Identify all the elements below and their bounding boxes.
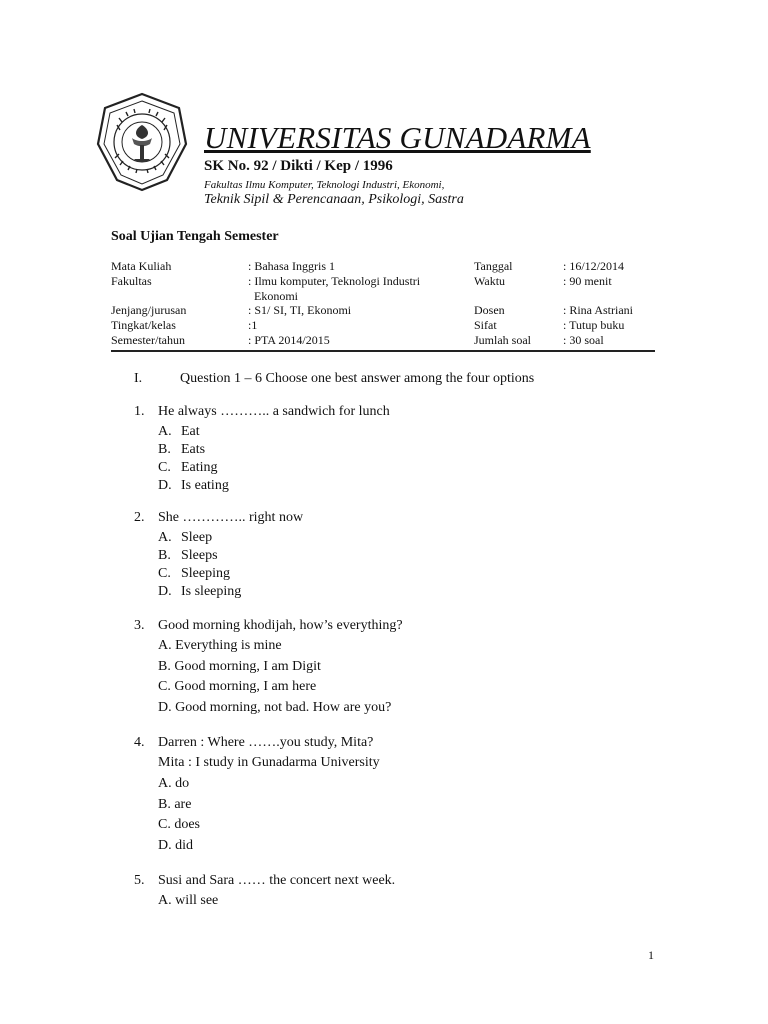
info-row	[111, 259, 655, 274]
answer-option	[134, 584, 303, 602]
question-4	[134, 735, 380, 858]
question-stem: She ………….. right now	[158, 510, 304, 525]
answer-option: A. Everything is mine	[158, 638, 282, 653]
info-row	[111, 333, 655, 348]
info-row	[111, 303, 655, 318]
option-letter: C.	[158, 460, 171, 475]
answer-option	[134, 442, 390, 460]
question-stem: He always ……….. a sandwich for lunch	[158, 404, 390, 419]
info-label: Jumlah soal	[474, 333, 531, 347]
info-value: : Rina Astriani	[563, 303, 633, 317]
question-number: 2.	[134, 510, 145, 525]
question-5	[134, 873, 395, 914]
info-label: Sifat	[474, 318, 497, 332]
option-letter: D.	[158, 584, 172, 599]
question-2	[134, 510, 303, 602]
info-value-line: Ekonomi	[254, 289, 298, 303]
option-text: Sleep	[181, 530, 213, 545]
info-label: Fakultas	[111, 274, 152, 288]
option-letter: C.	[158, 566, 171, 581]
option-text: Eats	[181, 442, 206, 457]
section-heading	[134, 371, 534, 387]
university-name: UNIVERSITAS GUNADARMA	[204, 120, 591, 155]
university-logo	[95, 92, 189, 192]
info-value: : PTA 2014/2015	[248, 333, 330, 347]
option-letter: B.	[158, 548, 171, 563]
faculties-line-2: Teknik Sipil & Perencanaan, Psikologi, Sastra	[204, 192, 464, 207]
option-text: Sleeping	[181, 566, 230, 581]
question-number: 3.	[134, 618, 145, 633]
info-label: Dosen	[474, 303, 505, 317]
section-instruction: Question 1 – 6 Choose one best answer among the four options	[180, 371, 535, 386]
exam-title: Soal Ujian Tengah Semester	[111, 229, 279, 244]
page-number: 1	[648, 948, 654, 962]
info-value: : Bahasa Inggris 1	[248, 259, 335, 273]
info-label: Tingkat/kelas	[111, 318, 176, 332]
exam-info-table	[111, 259, 655, 348]
question-stem: Good morning khodijah, how’s everything?	[158, 618, 403, 633]
question-1	[134, 404, 390, 496]
option-letter: A.	[158, 530, 172, 545]
info-value	[248, 274, 420, 304]
answer-option	[134, 478, 390, 496]
question-stem: Darren : Where …….you study, Mita?	[158, 735, 374, 750]
answer-option	[134, 460, 390, 478]
answer-option: A. will see	[158, 893, 219, 908]
answer-option	[134, 424, 390, 442]
answer-option: A. do	[158, 776, 190, 791]
option-letter: A.	[158, 424, 172, 439]
info-label: Tanggal	[474, 259, 513, 273]
question-number: 1.	[134, 404, 145, 419]
option-text: Eating	[181, 460, 218, 475]
info-value: : Tutup buku	[563, 318, 625, 332]
question-number: 5.	[134, 873, 145, 888]
option-text: Is eating	[181, 478, 229, 493]
info-label: Mata Kuliah	[111, 259, 172, 273]
answer-option	[134, 548, 303, 566]
info-value: : 30 soal	[563, 333, 604, 347]
option-text: Eat	[181, 424, 200, 439]
sk-number: SK No. 92 / Dikti / Kep / 1996	[204, 158, 393, 174]
info-row	[111, 274, 655, 303]
info-row	[111, 318, 655, 333]
question-stem: Susi and Sara …… the concert next week.	[158, 873, 396, 888]
answer-option: C. Good morning, I am here	[158, 679, 317, 694]
answer-option	[134, 530, 303, 548]
answer-option: D. Good morning, not bad. How are you?	[158, 699, 392, 715]
info-value: : S1/ SI, TI, Ekonomi	[248, 303, 352, 317]
question-number: 4.	[134, 735, 145, 750]
answer-option: B. Good morning, I am Digit	[158, 658, 321, 674]
info-value-line: : Ilmu komputer, Teknologi Industri	[248, 274, 421, 288]
option-text: Sleeps	[181, 548, 218, 563]
info-value: :1	[248, 318, 258, 332]
faculties-line-1: Fakultas Ilmu Komputer, Teknologi Industri, Ekonomi,	[204, 179, 445, 191]
section-number: I.	[134, 371, 143, 386]
option-letter: D.	[158, 478, 172, 493]
info-value: : 16/12/2014	[563, 259, 625, 273]
info-value: : 90 menit	[563, 274, 612, 288]
info-label: Jenjang/jurusan	[111, 303, 187, 317]
info-label: Waktu	[474, 274, 506, 288]
answer-option: C. does	[158, 817, 200, 832]
question-stem-line-2: Mita : I study in Gunadarma University	[158, 755, 380, 770]
option-text: Is sleeping	[181, 584, 242, 599]
option-letter: B.	[158, 442, 171, 457]
answer-option	[134, 566, 303, 584]
question-3	[134, 618, 403, 720]
answer-option: B. are	[158, 796, 192, 812]
answer-option: D. did	[158, 837, 193, 853]
header-divider	[111, 350, 655, 352]
info-label: Semester/tahun	[111, 333, 185, 347]
